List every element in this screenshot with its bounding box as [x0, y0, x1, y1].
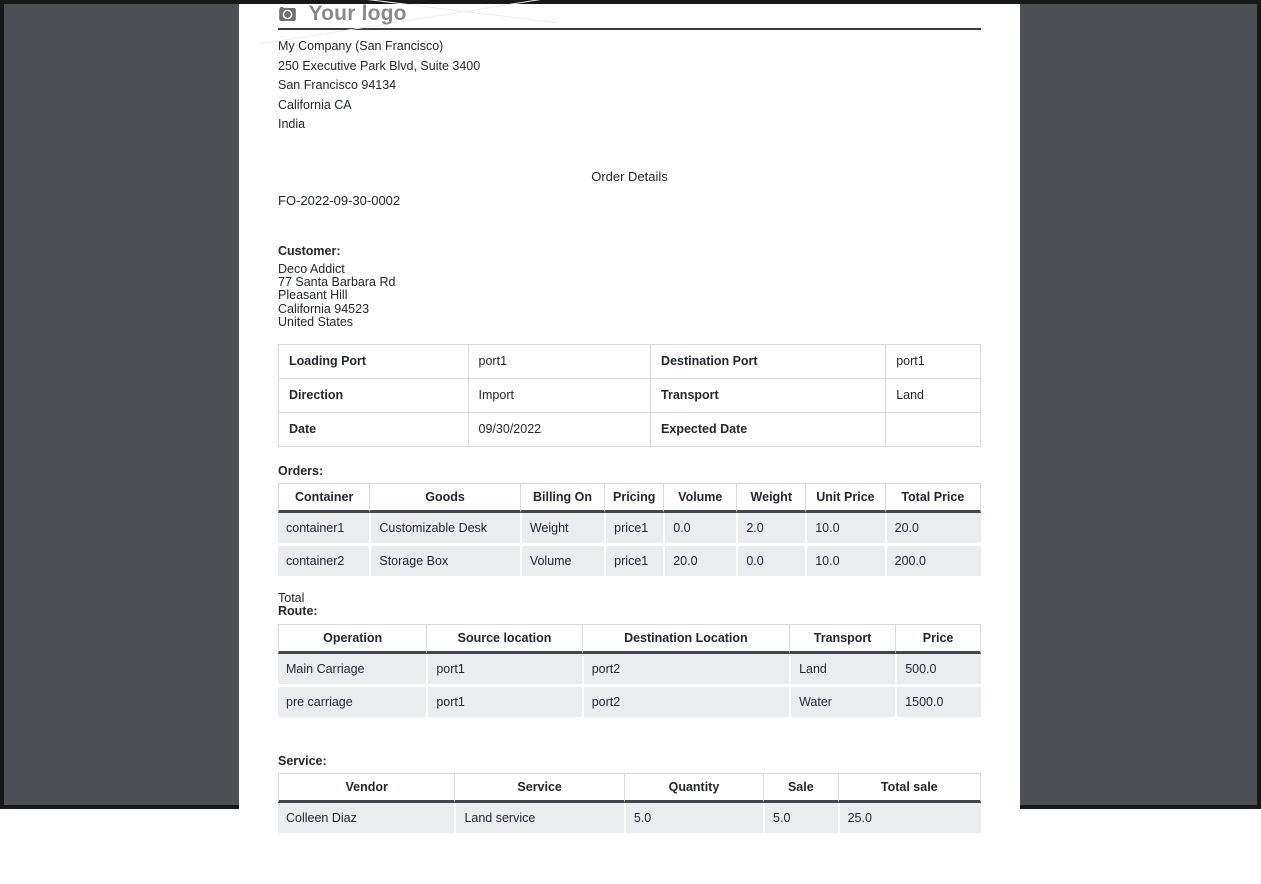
- cell: pre carriage: [278, 684, 426, 717]
- column-header: Total sale: [838, 773, 981, 803]
- cell: Storage Box: [369, 543, 519, 576]
- company-address-line: 250 Executive Park Blvd, Suite 3400: [278, 58, 481, 73]
- cell: container1: [278, 513, 369, 543]
- table-row: [279, 412, 981, 446]
- cell: 0.0: [663, 513, 736, 543]
- table-row: [279, 344, 981, 378]
- order-reference: FO-2022-09-30-0002: [278, 192, 401, 208]
- service-table: [278, 773, 981, 833]
- cell: Land: [789, 654, 895, 684]
- cell: Water: [789, 684, 895, 717]
- table-header-row: [278, 624, 981, 654]
- column-header: Pricing: [604, 483, 663, 513]
- cell: Colleen Diaz: [278, 803, 454, 833]
- customer-address-line: United States: [278, 315, 354, 330]
- cell: 500.0: [895, 654, 981, 684]
- column-header: Service: [454, 773, 623, 803]
- cell: 200.0: [885, 543, 981, 576]
- company-address-line: India: [278, 117, 306, 131]
- cell: 25.0: [838, 803, 981, 833]
- info-value: port1: [886, 344, 981, 378]
- route-section: [278, 592, 981, 619]
- column-header: Goods: [369, 483, 519, 513]
- shipment-info-table: [278, 344, 981, 447]
- cell: port2: [582, 684, 789, 717]
- route-table: [278, 624, 981, 717]
- total-label: Total: [278, 590, 305, 605]
- table-header-row: [278, 773, 981, 803]
- document-title: Order Details: [591, 168, 668, 184]
- info-label: Date: [279, 412, 469, 446]
- customer-address-line: Deco Addict: [278, 261, 345, 276]
- info-label: Direction: [279, 378, 469, 412]
- cell: 0.0: [736, 543, 805, 576]
- cell: Customizable Desk: [369, 513, 519, 543]
- company-logo: [278, 2, 981, 28]
- customer-address-line: Pleasant Hill: [278, 288, 348, 303]
- route-section-label: Route:: [278, 604, 318, 619]
- cell: price1: [604, 513, 663, 543]
- cell: 5.0: [624, 803, 763, 833]
- column-header: Source location: [426, 624, 581, 654]
- table-row: [278, 684, 981, 717]
- service-section-label: Service:: [278, 753, 327, 768]
- customer-section-label: Customer:: [278, 243, 341, 258]
- logo-text: Your logo: [308, 2, 407, 25]
- header-divider: [278, 28, 981, 30]
- cell: price1: [604, 543, 663, 576]
- info-label: Transport: [651, 378, 886, 412]
- table-row: [278, 543, 981, 576]
- cell: port1: [426, 684, 581, 717]
- table-row: [278, 513, 981, 543]
- cell: 2.0: [736, 513, 805, 543]
- cell: Main Carriage: [278, 654, 426, 684]
- cell: 20.0: [663, 543, 736, 576]
- table-row: [279, 378, 981, 412]
- column-header: Operation: [278, 624, 426, 654]
- column-header: Volume: [663, 483, 736, 513]
- cell: Volume: [520, 543, 604, 576]
- cell: port1: [426, 654, 581, 684]
- column-header: Quantity: [624, 773, 763, 803]
- table-row: [278, 654, 981, 684]
- table-row: [278, 803, 981, 833]
- column-header: Price: [895, 624, 981, 654]
- info-label: Expected Date: [651, 412, 886, 446]
- cell: container2: [278, 543, 369, 576]
- report-page: [239, 4, 1020, 884]
- column-header: Billing On: [520, 483, 604, 513]
- customer-address: [278, 263, 981, 330]
- column-header: Vendor: [278, 773, 454, 803]
- cell: 5.0: [763, 803, 838, 833]
- info-label: Destination Port: [651, 344, 886, 378]
- info-value: Import: [468, 378, 651, 412]
- orders-section-label: Orders:: [278, 463, 324, 478]
- cell: port2: [582, 654, 789, 684]
- orders-table: [278, 483, 981, 576]
- company-address: [278, 37, 981, 135]
- customer-address-line: California 94523: [278, 301, 370, 316]
- customer-address-line: 77 Santa Barbara Rd: [278, 274, 396, 289]
- cell: Weight: [520, 513, 604, 543]
- camera-icon: [278, 4, 297, 26]
- cell: 10.0: [805, 543, 884, 576]
- info-value: Land: [886, 378, 981, 412]
- cell: 10.0: [805, 513, 884, 543]
- column-header: Container: [278, 483, 369, 513]
- cell: 20.0: [885, 513, 981, 543]
- info-value: port1: [468, 344, 651, 378]
- column-header: Destination Location: [582, 624, 789, 654]
- cell: Land service: [454, 803, 623, 833]
- cell: 1500.0: [895, 684, 981, 717]
- info-value: [886, 412, 981, 446]
- column-header: Transport: [789, 624, 895, 654]
- info-label: Loading Port: [279, 344, 469, 378]
- column-header: Weight: [736, 483, 805, 513]
- company-address-line: San Francisco 94134: [278, 78, 397, 92]
- company-address-line: My Company (San Francisco): [278, 39, 444, 53]
- company-address-line: California CA: [278, 97, 352, 112]
- column-header: Total Price: [885, 483, 981, 513]
- column-header: Sale: [763, 773, 838, 803]
- table-header-row: [278, 483, 981, 513]
- column-header: Unit Price: [805, 483, 884, 513]
- info-value: 09/30/2022: [468, 412, 651, 446]
